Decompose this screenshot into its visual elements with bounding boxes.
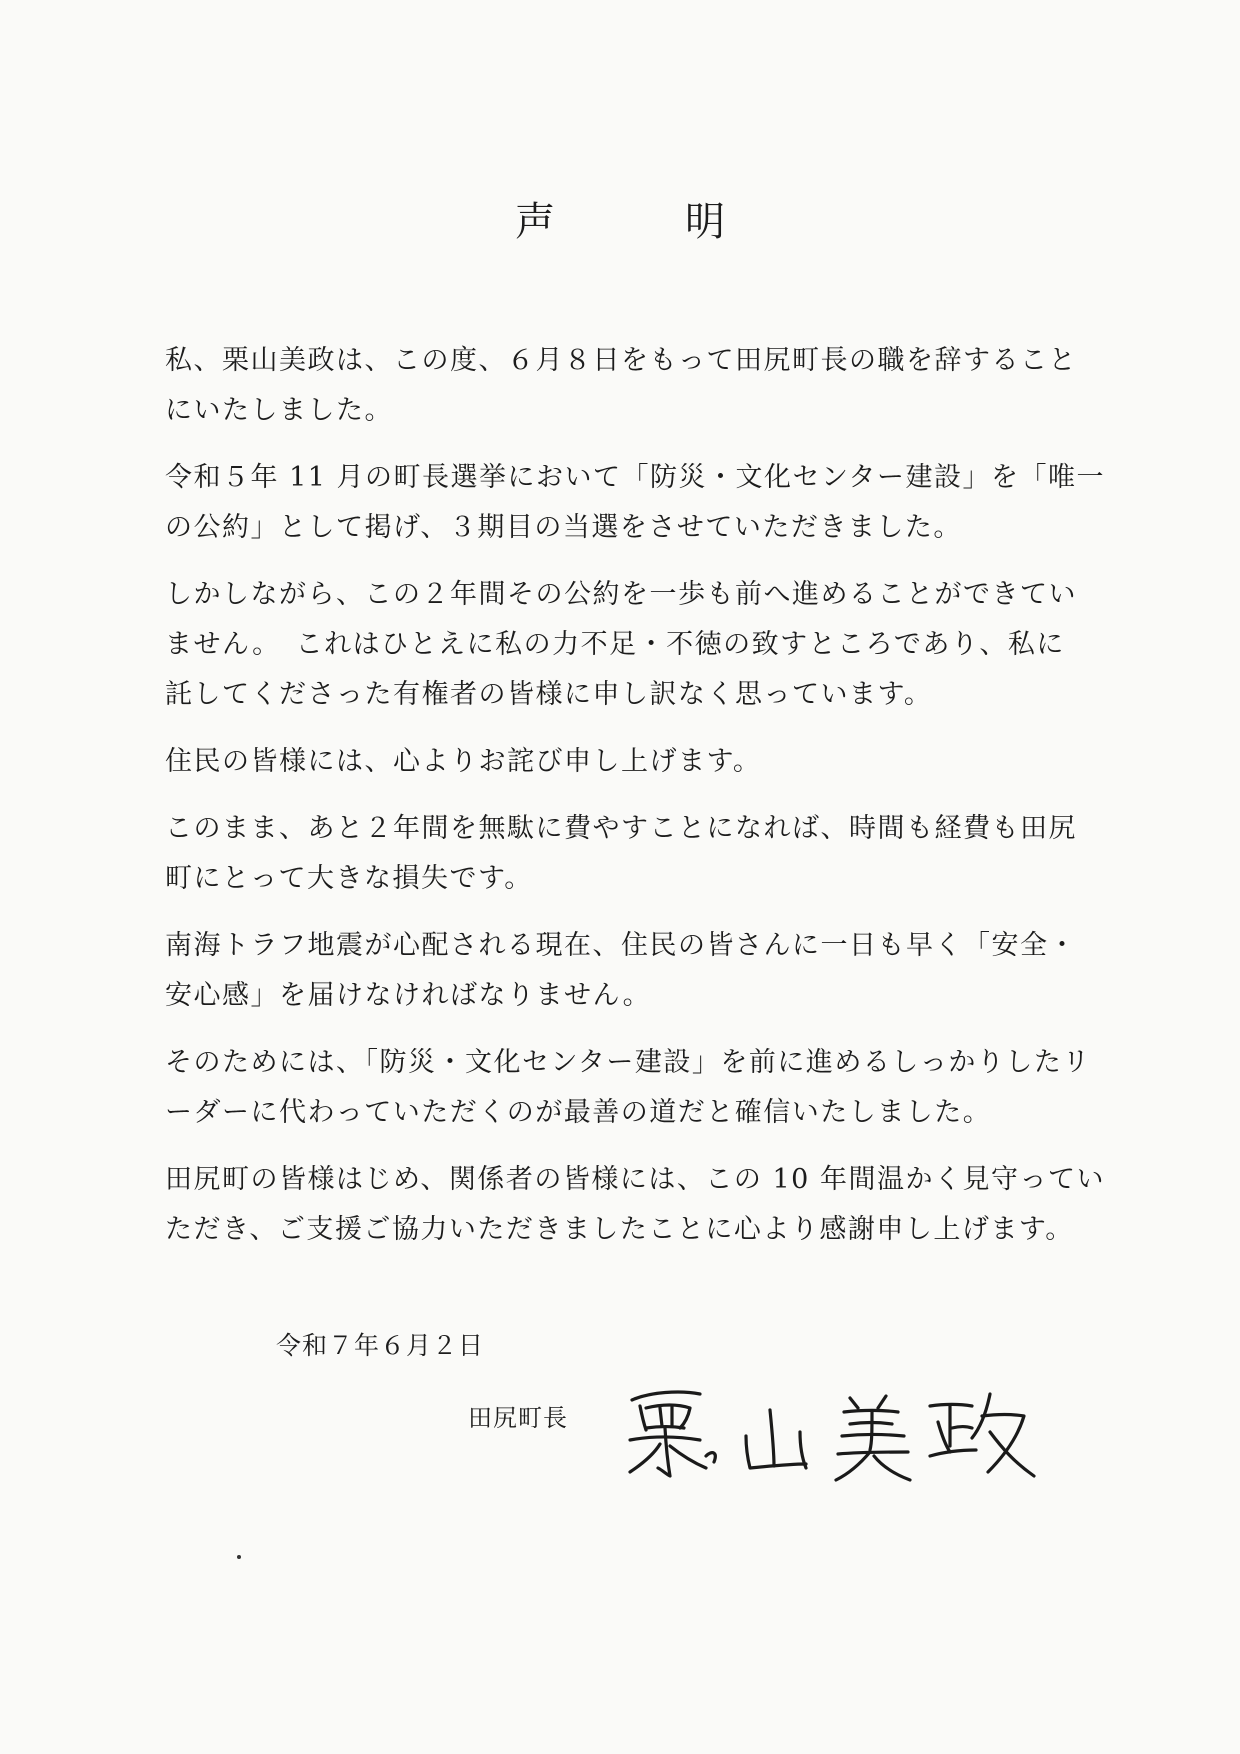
paragraph-line: 託してくださった有権者の皆様に申し訳なく思っています。 bbox=[165, 679, 933, 710]
title-char-2: 明 bbox=[685, 199, 725, 245]
paragraph-line: ません。 これはひとえに私の力不足・不徳の致すところであり、私に bbox=[165, 629, 1065, 660]
paragraph-line: しかしながら、この２年間その公約を一歩も前へ進めることができてい bbox=[165, 579, 1077, 610]
statement-paragraph bbox=[165, 737, 1075, 787]
signer-title: 田尻町長 bbox=[468, 1404, 568, 1432]
paragraph-line: 町にとって大きな損失です。 bbox=[165, 863, 533, 894]
statement-paragraph bbox=[165, 453, 1105, 553]
scan-speck bbox=[237, 1555, 241, 1559]
statement-paragraph bbox=[165, 336, 1075, 436]
statement-body bbox=[165, 336, 1105, 1272]
document-title bbox=[0, 190, 1240, 247]
title-char-1: 声 bbox=[515, 199, 555, 245]
paragraph-line: の公約」として掲げ、３期目の当選をさせていただきました。 bbox=[165, 512, 962, 543]
paragraph-line: ーダーに代わっていただくのが最善の道だと確信いたしました。 bbox=[165, 1097, 992, 1128]
statement-paragraph bbox=[165, 1038, 1091, 1138]
statement-paragraph bbox=[165, 1155, 1105, 1255]
paragraph-line: 安心感」を届けなければなりません。 bbox=[165, 980, 652, 1011]
handwritten-signature bbox=[610, 1380, 1040, 1490]
statement-date: 令和７年６月２日 bbox=[276, 1331, 485, 1360]
paragraph-line: ただき、ご支援ご協力いただきましたことに心より感謝申し上げます。 bbox=[165, 1214, 1074, 1245]
paragraph-line: 住民の皆様には、心よりお詫び申し上げます。 bbox=[165, 746, 762, 777]
statement-paragraph bbox=[165, 921, 1075, 1021]
paragraph-line: このまま、あと２年間を無駄に費やすことになれば、時間も経費も田尻 bbox=[165, 813, 1077, 844]
paragraph-line: 令和５年 11 月の町長選挙において「防災・文化センター建設」を「唯一 bbox=[165, 462, 1105, 493]
paragraph-line: そのためには、「防災・文化センター建設」を前に進めるしっかりしたリ bbox=[165, 1047, 1091, 1078]
statement-paragraph bbox=[165, 804, 1075, 904]
statement-paragraph bbox=[165, 570, 1075, 720]
paragraph-line: 南海トラフ地震が心配される現在、住民の皆さんに一日も早く「安全・ bbox=[165, 930, 1077, 961]
paragraph-line: 私、栗山美政は、この度、６月８日をもって田尻町長の職を辞すること bbox=[165, 345, 1077, 376]
paragraph-line: 田尻町の皆様はじめ、関係者の皆様には、この 10 年間温かく見守ってい bbox=[165, 1164, 1105, 1195]
paragraph-line: にいたしました。 bbox=[165, 395, 393, 426]
